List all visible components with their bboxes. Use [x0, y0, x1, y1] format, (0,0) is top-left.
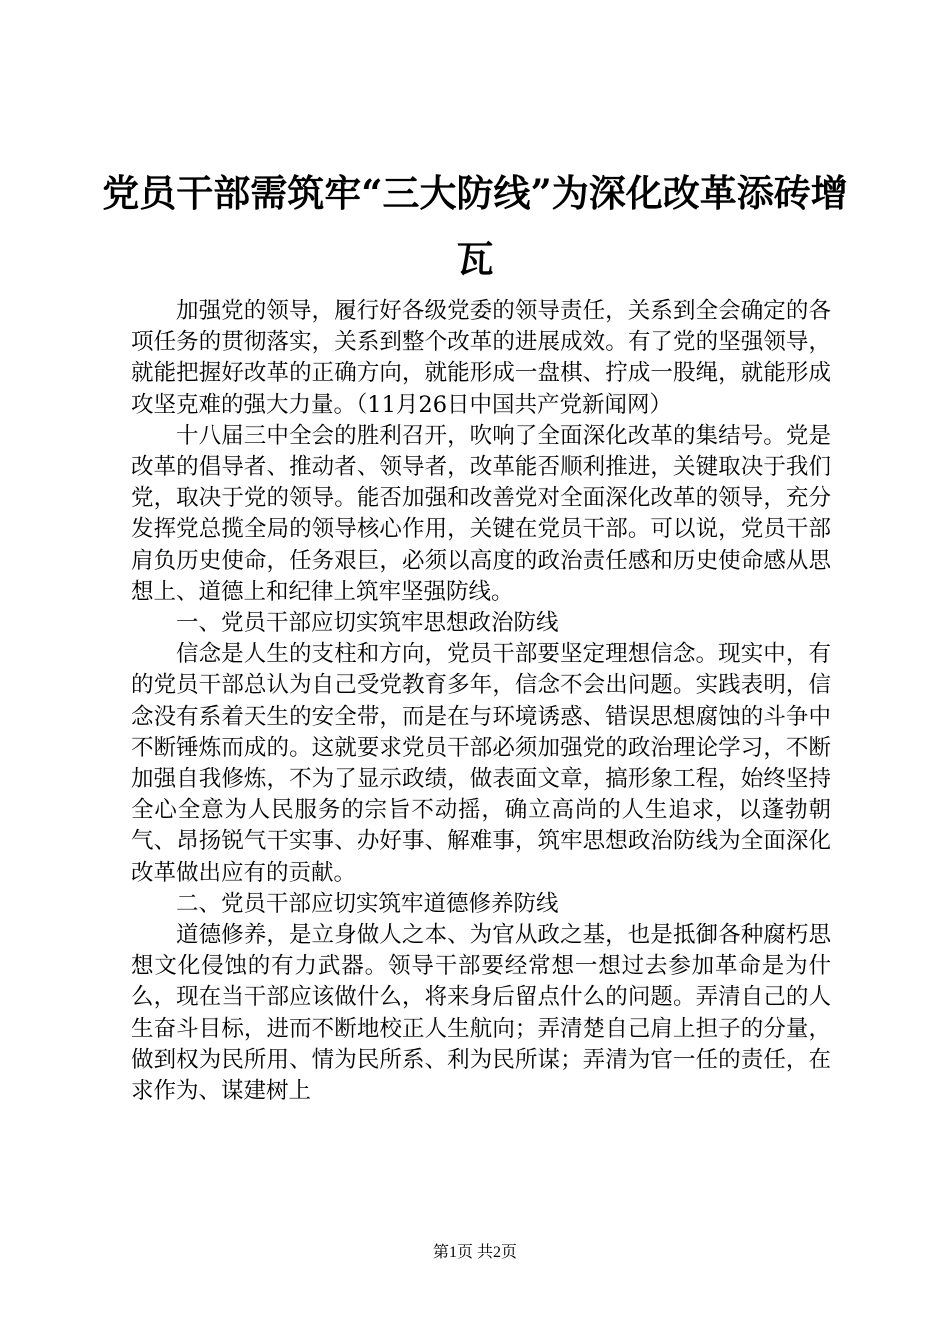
document-title: 党员干部需筑牢“三大防线”为深化改革添砖增瓦	[102, 171, 848, 281]
section-heading-1: 一、党员干部应切实筑牢思想政治防线	[176, 610, 559, 637]
document-body	[131, 296, 831, 1107]
paragraph-background: 十八届三中全会的胜利召开，吹响了全面深化改革的集结号。党是改革的倡导者、推动者、领导者，改革能否顺利推进，关键取决于我们党，取决于党的领导。能否加强和改善党对全面深化改革的领导，充分发挥党总揽全局的领导核心作用，关键在党员干部。可以说，党员干部肩负历史使命，任务艰巨，必须以高度的政治责任感和历史使命感从思想上、道德上和纪律上筑牢坚强防线。	[131, 422, 831, 605]
paragraph-section-1: 信念是人生的支柱和方向，党员干部要坚定理想信念。现实中，有的党员干部总认为自己受党教育多年，信念不会出问题。实践表明，信念没有系着天生的安全带，而是在与环境诱惑、错误思想腐蚀的斗争中不断锤炼而成的。这就要求党员干部必须加强党的政治理论学习，不断加强自我修炼，不为了显示政绩，做表面文章，搞形象工程，始终坚持全心全意为人民服务的宗旨不动摇，确立高尚的人生追求，以蓬勃朝气、昂扬锐气干实事、办好事、解难事，筑牢思想政治防线为全面深化改革做出应有的贡献。	[131, 641, 831, 886]
paragraph-intro: 加强党的领导，履行好各级党委的领导责任，关系到全会确定的各项任务的贯彻落实，关系到整个改革的进展成效。有了党的坚强领导，就能把握好改革的正确方向，就能形成一盘棋、拧成一股绳，就能形成攻坚克难的强大力量。（11月26日中国共产党新闻网）	[131, 298, 831, 418]
page-number-footer: 第1页 共2页	[432, 1244, 517, 1261]
section-heading-2: 二、党员干部应切实筑牢道德修养防线	[176, 890, 559, 917]
paragraph-section-2: 道德修养，是立身做人之本、为官从政之基，也是抵御各种腐朽思想文化侵蚀的有力武器。领导干部要经常想一想过去参加革命是为什么，现在当干部应该做什么，将来身后留点什么的问题。弄清自己的人生奋斗目标，进而不断地校正人生航向；弄清楚自己肩上担子的分量，做到权为民所用、情为民所系、利为民所谋；弄清为官一任的责任，在求作为、谋建树上	[131, 922, 831, 1105]
